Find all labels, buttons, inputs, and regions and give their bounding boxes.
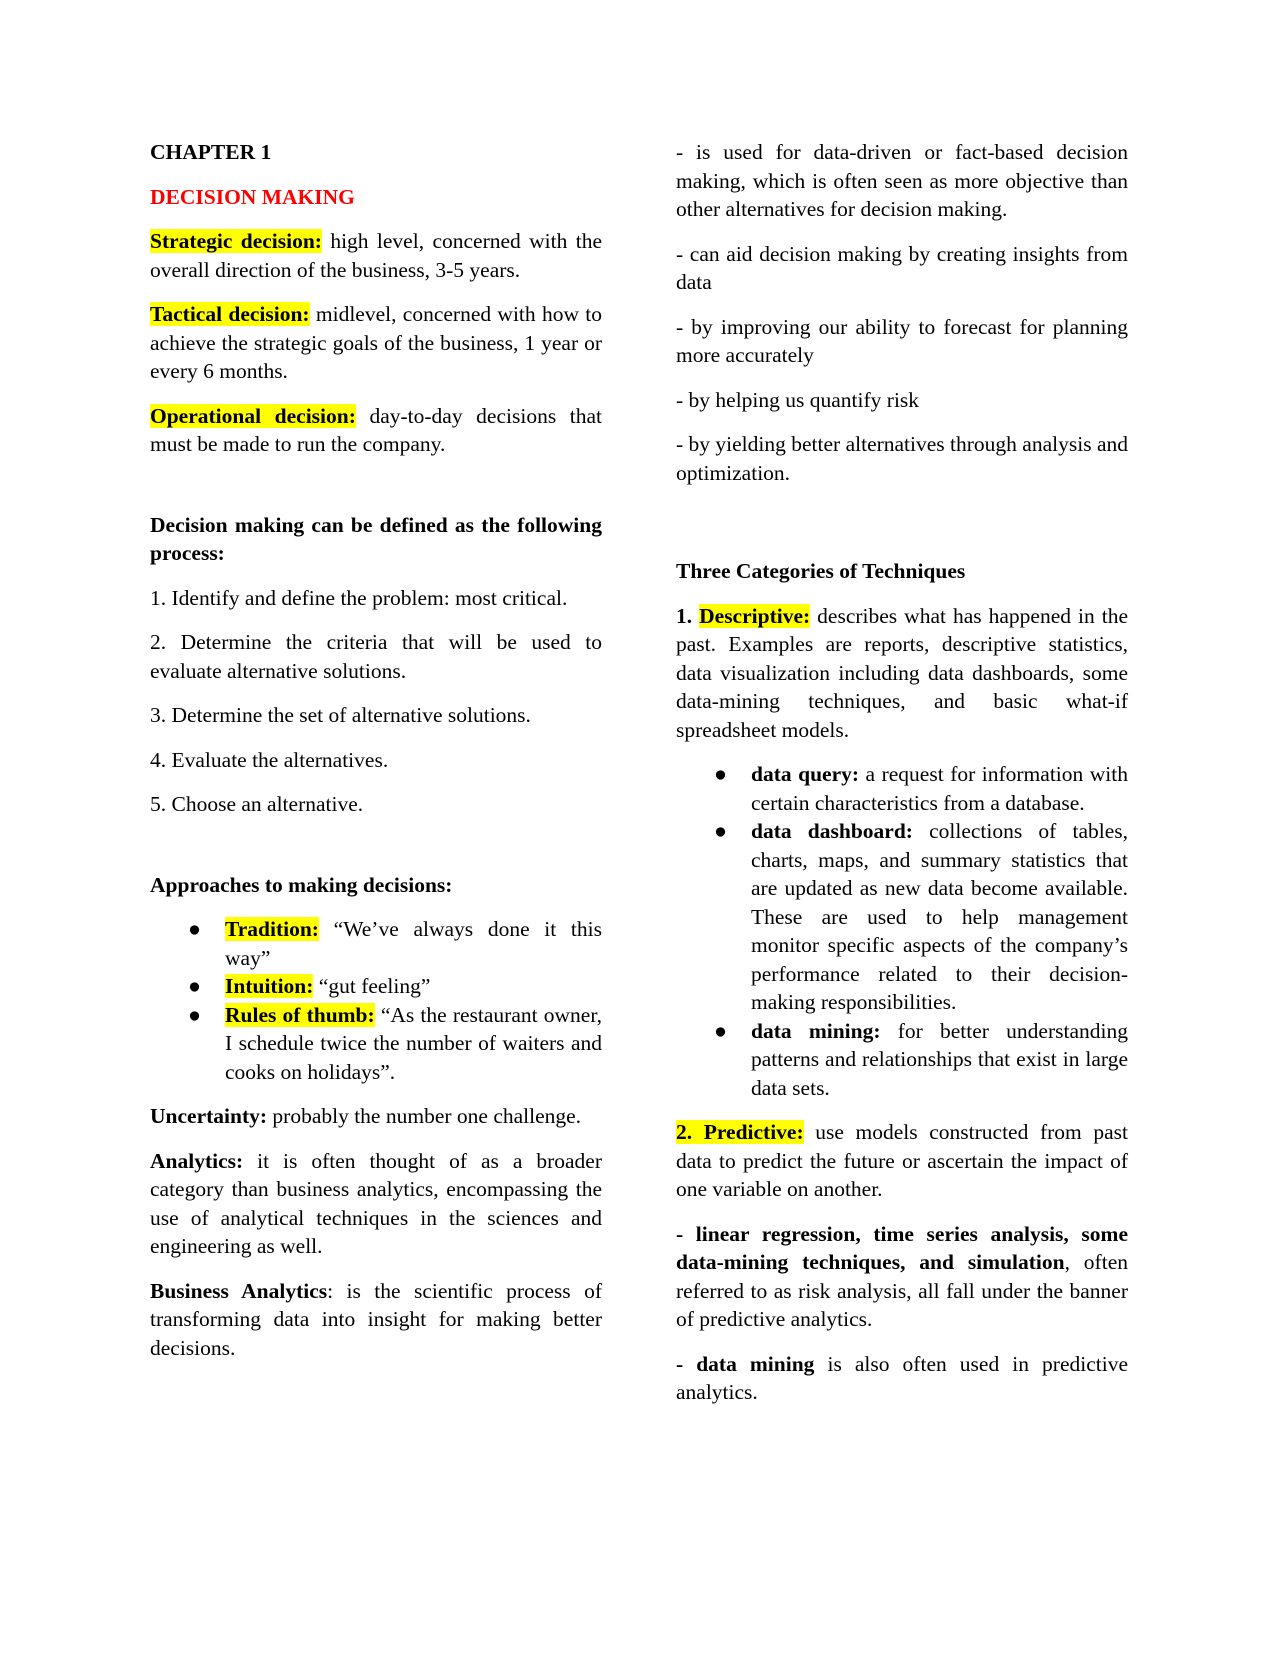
process-heading: Decision making can be defined as the following process: — [150, 512, 602, 565]
tactical-label: Tactical decision: — [150, 302, 310, 326]
list-item — [676, 817, 1128, 1017]
strategic-label: Strategic decision: — [150, 229, 322, 253]
approach-label: Rules of thumb: — [225, 1002, 375, 1027]
predictive-note-1-bold: - linear regression, time series analysis, some data-mining techniques, and simulation — [676, 1221, 1128, 1274]
uncertainty-paragraph — [150, 1102, 602, 1131]
descriptive-list — [676, 760, 1128, 1102]
predictive-note-2-bold: data mining — [696, 1351, 815, 1376]
approach-text: “gut feeling” — [313, 974, 431, 998]
predictive-note-1-text: , often referred to as risk analysis, all fall under the banner of predictive analytics. — [676, 1250, 1128, 1331]
operational-paragraph — [150, 402, 602, 459]
predictive-note-2-text: is also often used in predictive analytics. — [676, 1351, 1128, 1404]
spacer — [150, 835, 602, 871]
business-analytics-paragraph — [150, 1277, 602, 1363]
predictive-paragraph — [676, 1118, 1128, 1204]
bullet-icon: ● — [188, 1002, 201, 1027]
item-text: collections of tables, charts, maps, and summary statistics that are updated as new data become available. These are used to help management monitor specific aspects of the company’s performance related to their decision-making responsibilities. — [751, 819, 1129, 1014]
strategic-paragraph — [150, 227, 602, 284]
descriptive-number: 1. — [676, 603, 700, 628]
tactical-text: midlevel, concerned with how to achieve the strategic goals of the business, 1 year or every 6 months. — [150, 302, 602, 383]
predictive-note-2-prefix: - — [676, 1351, 697, 1376]
list-item — [150, 1001, 602, 1087]
chapter-label: CHAPTER 1 — [150, 140, 272, 164]
operational-label: Operational decision: — [150, 403, 356, 428]
item-text: for better understanding patterns and relationships that exist in large data sets. — [751, 1018, 1128, 1100]
approaches-list — [150, 915, 602, 1086]
right-column — [676, 138, 1128, 1423]
step-1: 1. Identify and define the problem: most critical. — [150, 585, 568, 610]
item-label: data query: — [751, 762, 860, 786]
approach-text: “We’ve always done it this way” — [225, 917, 602, 970]
bullet-icon: ● — [714, 762, 727, 786]
business-analytics-label: Business Analytics — [150, 1278, 328, 1303]
use-2: - can aid decision making by creating insights from data — [676, 241, 1128, 294]
descriptive-label: Descriptive: — [699, 603, 811, 628]
use-3: - by improving our ability to forecast for planning more accurately — [676, 314, 1128, 367]
business-analytics-text: : is the scientific process of transforming data into insight for making better decisions. — [150, 1278, 602, 1360]
use-5: - by yielding better alternatives through analysis and optimization. — [676, 432, 1128, 485]
operational-text: day-to-day decisions that must be made to run the company. — [150, 403, 602, 456]
step-5: 5. Choose an alternative. — [150, 792, 364, 816]
analytics-text: it is often thought of as a broader category than business analytics, encompassing the use of analytical techniques in the sciences and engineering as well. — [150, 1148, 602, 1258]
spacer — [150, 475, 602, 511]
step-4: 4. Evaluate the alternatives. — [150, 747, 389, 772]
bullet-icon: ● — [188, 974, 201, 998]
list-item — [150, 915, 602, 972]
bullet-icon: ● — [714, 819, 727, 843]
predictive-note-2 — [676, 1350, 1128, 1407]
descriptive-text: describes what has happened in the past. Examples are reports, descriptive statistics, data visualization including data dashboards, some data-mining techniques, and basic what-if spreadsheet models. — [676, 603, 1128, 742]
analytics-label: Analytics: — [150, 1148, 244, 1173]
item-text: a request for information with certain characteristics from a database. — [751, 762, 1128, 815]
bullet-icon: ● — [714, 1018, 727, 1043]
list-item — [676, 1017, 1128, 1103]
step-2: 2. Determine the criteria that will be used to evaluate alternative solutions. — [150, 630, 602, 683]
analytics-paragraph — [150, 1147, 602, 1261]
approach-text: “As the restaurant owner, I schedule twice the number of waiters and cooks on holidays”. — [225, 1002, 602, 1084]
use-1: - is used for data-driven or fact-based decision making, which is often seen as more objective than other alternatives for decision making. — [676, 140, 1128, 221]
list-item — [150, 972, 602, 1001]
chapter-title: DECISION MAKING — [150, 184, 355, 209]
descriptive-paragraph — [676, 602, 1128, 745]
item-label: data dashboard: — [751, 819, 913, 843]
predictive-text: use models constructed from past data to predict the future or ascertain the impact of one variable on another. — [676, 1120, 1129, 1201]
tactical-paragraph — [150, 300, 602, 386]
item-label: data mining: — [751, 1018, 881, 1043]
approach-label: Tradition: — [225, 917, 319, 941]
approaches-heading: Approaches to making decisions: — [150, 872, 453, 897]
predictive-label: 2. Predictive: — [676, 1120, 804, 1144]
predictive-note-1 — [676, 1220, 1128, 1334]
uncertainty-text: probably the number one challenge. — [267, 1104, 582, 1128]
use-4: - by helping us quantify risk — [676, 387, 920, 412]
approach-label: Intuition: — [225, 974, 314, 998]
step-3: 3. Determine the set of alternative solutions. — [150, 703, 531, 727]
strategic-text: high level, concerned with the overall direction of the business, 3-5 years. — [150, 229, 602, 282]
spacer — [676, 503, 1128, 557]
uncertainty-label: Uncertainty: — [150, 1104, 268, 1128]
left-column — [150, 138, 602, 1378]
bullet-icon: ● — [188, 917, 201, 941]
list-item — [676, 760, 1128, 817]
techniques-heading: Three Categories of Techniques — [676, 559, 966, 583]
